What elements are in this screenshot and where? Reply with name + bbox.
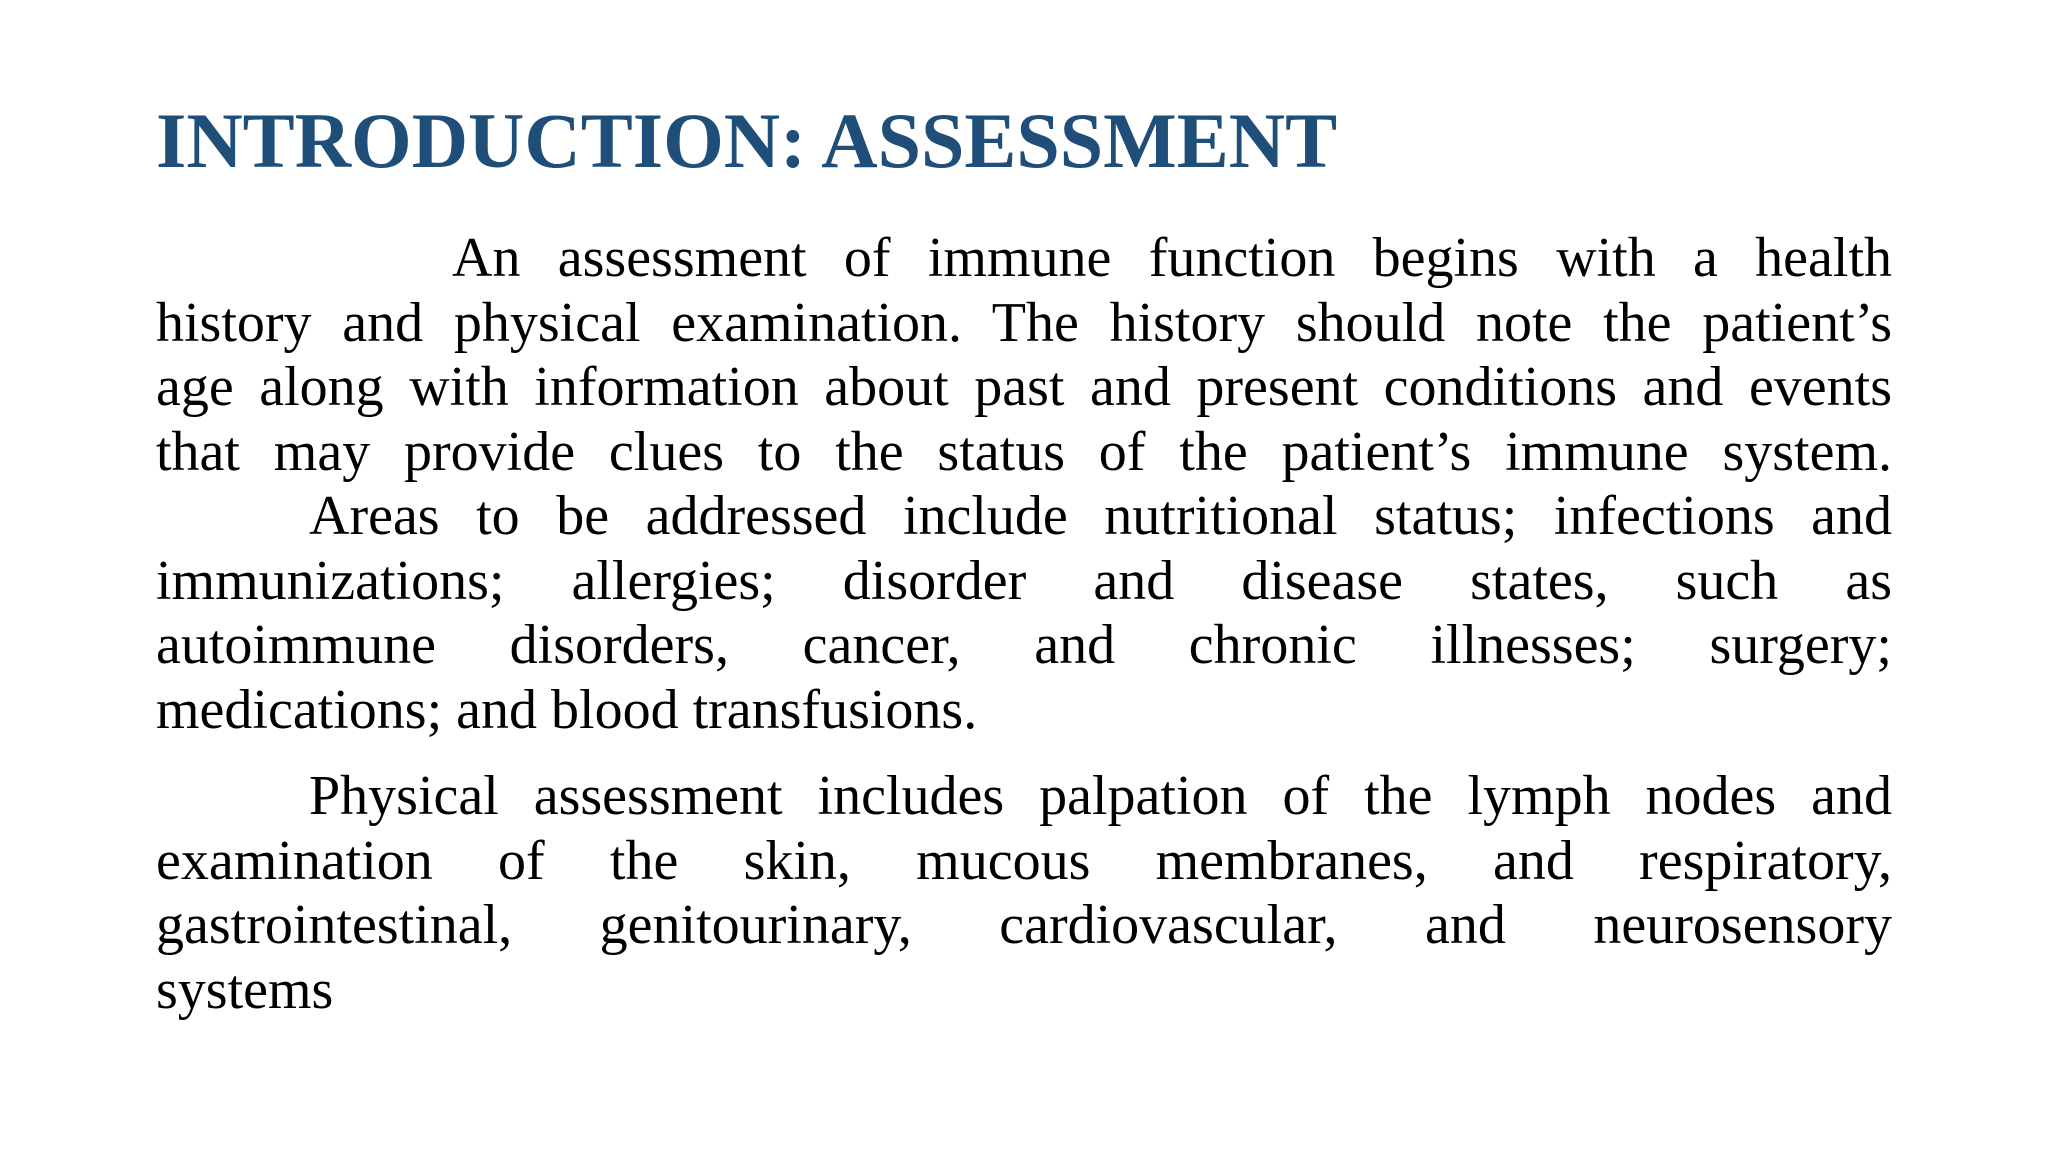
paragraph-1-line: An assessment of immune function begins with a health (452, 227, 1892, 289)
slide-body (156, 226, 1892, 1022)
paragraph-1 (156, 226, 1892, 742)
paragraph-gap (156, 742, 1892, 764)
paragraph-2-line: systems (156, 958, 334, 1021)
slide-title: INTRODUCTION: ASSESSMENT (156, 97, 1338, 184)
paragraph-1-line: history and physical examination. The history should note the patient’s (156, 291, 1892, 354)
paragraph-2-line: gastrointestinal, genitourinary, cardiovascular, and neurosensory (156, 894, 1892, 956)
paragraph-1-line: medications; and blood transfusions. (156, 678, 978, 741)
paragraph-1-line: age along with information about past and present conditions and events (156, 356, 1892, 418)
paragraph-1-line: that may provide clues to the status of the patient’s immune system. (156, 420, 1892, 483)
paragraph-1-line: immunizations; allergies; disorder and disease states, such as (156, 549, 1892, 612)
paragraph-1-line: Areas to be addressed include nutritional status; infections and (309, 485, 1892, 547)
paragraph-2 (156, 764, 1892, 1022)
paragraph-1-line: autoimmune disorders, cancer, and chronic illnesses; surgery; (156, 614, 1892, 676)
paragraph-2-line: examination of the skin, mucous membranes, and respiratory, (156, 829, 1892, 892)
paragraph-2-line: Physical assessment includes palpation of the lymph nodes and (309, 765, 1892, 827)
